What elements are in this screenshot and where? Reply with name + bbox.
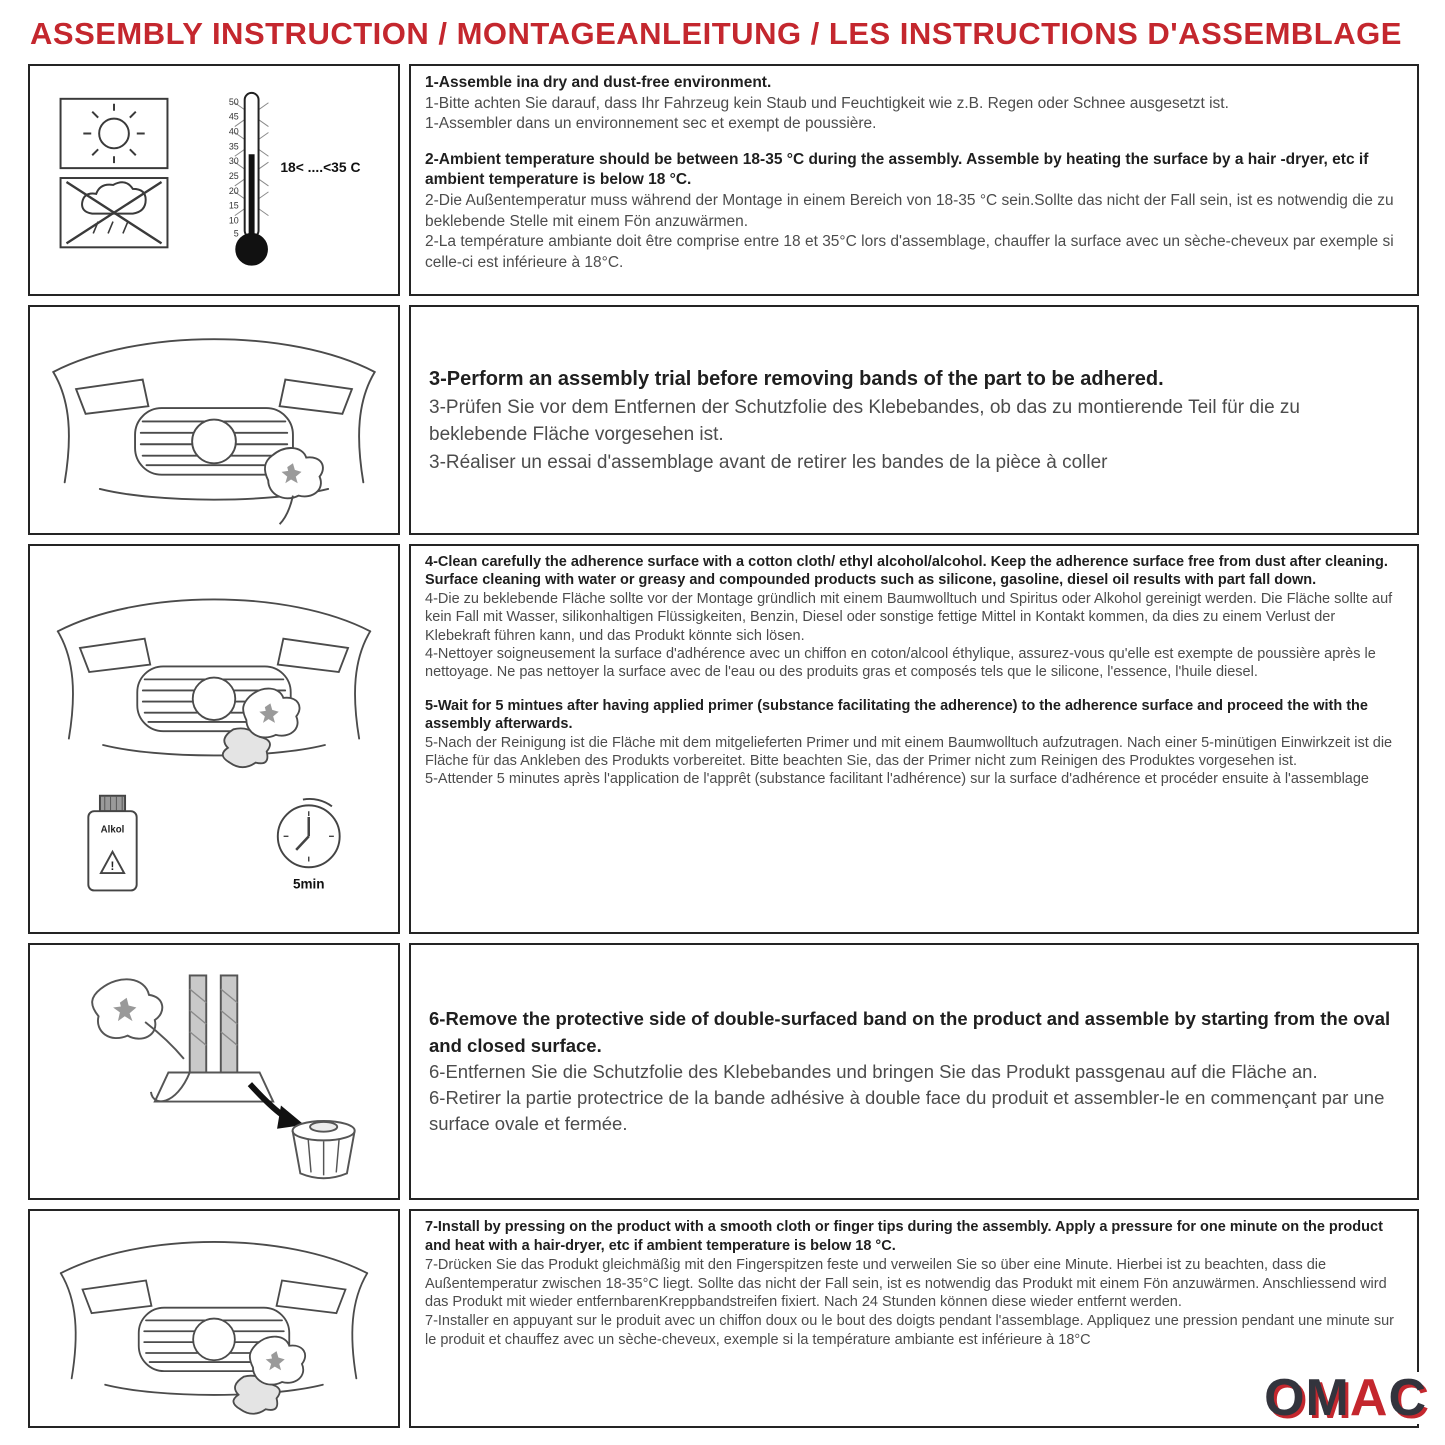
section-2-illustration (28, 305, 400, 535)
svg-text:50: 50 (228, 96, 239, 107)
step-6-en: 6-Remove the protective side of double-surfaced band on the product and assemble by starting from the oval and closed surface. (429, 1008, 1391, 1056)
hand-icon (265, 448, 323, 524)
step-2-de: 2-Die Außentemperatur muss während der Montage in einem Bereich von 18-35 °C sein.Sollte das nicht der Fall sein, ist es notwendig die zu beklebende Stelle mit einem Fön anzuwärmen. (425, 192, 1394, 230)
trash-bin-icon (293, 1120, 355, 1177)
arrow-icon (250, 1084, 304, 1129)
section-1-illustration (28, 64, 400, 296)
alcohol-bottle-icon (88, 796, 136, 891)
section-3-text (409, 544, 1419, 934)
peel-band-drawing (44, 958, 384, 1186)
svg-text:20: 20 (228, 185, 239, 196)
svg-text:30: 30 (228, 156, 239, 167)
step-3-de: 3-Prüfen Sie vor dem Entfernen der Schutzfolie des Klebebandes, ob das zu montierende Teil für die zu beklebende Fläche vorgesehen ist. (429, 396, 1301, 446)
car-front-icon (58, 599, 370, 755)
alcohol-and-wait-drawing (49, 788, 379, 904)
clock-duration-label: 5min (292, 876, 325, 892)
page-title: ASSEMBLY INSTRUCTION / MONTAGEANLEITUNG / LES INSTRUCTIONS D'ASSEMBLAGE (30, 16, 1402, 51)
step-2-en: 2-Ambient temperature should be between 18-35 °C during the assembly. Assemble by heating the surface by a hair -dryer, etc if ambient temperature is below 18 °C. (425, 150, 1369, 189)
car-front-icon (61, 1241, 367, 1394)
step-1-en: 1-Assemble ina dry and dust-free environment. (425, 74, 772, 91)
car-grille-trial-drawing (44, 313, 384, 527)
section-4-text (409, 943, 1419, 1200)
temperature-conditions-drawing (49, 81, 379, 279)
step-7-de: 7-Drücken Sie das Produkt gleichmäßig mit den Fingerspitzen feste und verweilen Sie so über eine Minute. Hierbei ist zu beachten, dass die Außentemperatur zwischen 18-35°C liegt. Sollte das nicht der Fall sein, ist es notwendig das Produkt mit einem Fön anzuwärmen. Anschliessend wird das Produkt mit wieder entfernbarenKreppbandstreifen fixiert. Nach 24 Stunden können diese wieder entfernt werden. (425, 1256, 1387, 1311)
step-4-en: 4-Clean carefully the adherence surface with a cotton cloth/ ethyl alcohol/alcohol. Keep the adherence surface free from dust after cleaning. Surface cleaning with water or greasy and compounded products such as silicone, gasoline, diesel oil results with part fall down. (425, 554, 1388, 589)
section-remove-band (28, 943, 1419, 1200)
car-front-icon (53, 339, 374, 500)
svg-text:25: 25 (228, 171, 239, 182)
svg-text:10: 10 (228, 215, 239, 226)
section-4-illustration (28, 943, 400, 1200)
step-5-de: 5-Nach der Reinigung ist die Fläche mit dem mitgelieferten Primer und mit einem Baumwolltuch aufzutragen. Nach einer 5-minütigen Einwirkzeit ist die Fläche für das Ankleben des Produkts vorbereitet. Bitte beachten Sie, das der Primer nicht zum Reinigen des Produktes vorgesehen ist. (425, 734, 1393, 770)
step-7-fr: 7-Installer en appuyant sur le produit avec un chiffon doux ou le bout des doigts pendant l'assemblage. Appliquez une pression pendant une minute sur le produit et chauffez avec un sèche-cheveux, exemple si la température ambiante est inférieure à 18°C (425, 1313, 1395, 1349)
pressing-hand-icon (250, 1336, 305, 1384)
section-2-text (409, 305, 1419, 535)
car-grille-press-drawing (44, 1217, 384, 1421)
step-5-fr: 5-Attender 5 minutes après l'application de l'apprêt (substance facilitant l'adhérence) sur la surface d'adhérence et procéder ensuite à l'assemblage (425, 771, 1370, 788)
bottle-label: Alkol (100, 824, 125, 836)
svg-text:15: 15 (228, 200, 239, 211)
clock-icon (278, 799, 340, 867)
section-5-illustration (28, 1209, 400, 1428)
svg-text:5: 5 (233, 228, 239, 239)
peeling-hand-icon (92, 979, 184, 1059)
logo-letter-c: C (1388, 1369, 1427, 1427)
step-3-fr: 3-Réaliser un essai d'assemblage avant de retirer les bandes de la pièce à coller (429, 451, 1108, 473)
logo-letters-om: OM (1264, 1369, 1350, 1427)
section-3-illustration (28, 544, 400, 934)
section-environment (28, 64, 1419, 296)
step-4-de: 4-Die zu beklebende Fläche sollte vor der Montage gründlich mit einem Baumwolltuch und Spiritus oder Alkohol gereinigt werden. Die Fläche sollte auf kein Fall mit Wasser, silikonhaltigen Flüssigkeiten, Benzin, Diesel oder sonstige fettige Mittel in Kontakt kommen, da dies zu einem Verlust der Klebekraft führen kann, und das Produkt könnte sich lösen. (425, 590, 1393, 644)
omac-logo (1260, 1369, 1431, 1427)
step-1-de: 1-Bitte achten Sie darauf, dass Ihr Fahrzeug kein Staub und Feuchtigkeit wie z.B. Regen oder Schnee ausgesetzt ist. (425, 94, 1229, 112)
section-1-text (409, 64, 1419, 296)
section-cleaning (28, 544, 1419, 934)
step-3-en: 3-Perform an assembly trial before removing bands of the part to be adhered. (429, 367, 1164, 390)
sun-icon (61, 99, 168, 168)
adhesive-strips-icon (151, 975, 273, 1101)
bottle-warning-mark: ! (110, 860, 115, 874)
step-4-fr: 4-Nettoyer soigneusement la surface d'adhérence avec un chiffon en coton/alcool éthylique, assurez-vous qu'elle est exempte de poussière après le nettoyage. Ne pas nettoyer la surface avec de l'eau ou des produits gras et composés tels que le silicone, l'essence, l'huile diesel. (425, 646, 1376, 681)
svg-text:35: 35 (228, 141, 239, 152)
step-5-en: 5-Wait for 5 mintues after having applied primer (substance facilitating the adherence) to the adherence surface and proceed the with the assembly afterwards. (425, 697, 1368, 733)
svg-text:40: 40 (228, 126, 239, 137)
car-grille-cleaning-drawing (44, 574, 384, 782)
step-7-en: 7-Install by pressing on the product with a smooth cloth or finger tips during the assembly. Apply a pressure for one minute on the product and heat with a hair-dryer, etc if ambient temperature is below 18 °C. (425, 1219, 1383, 1254)
section-press-install (28, 1209, 1419, 1428)
step-6-fr: 6-Retirer la partie protectrice de la bande adhésive à double face du produit et assembler-le en commençant par une surface ovale et fermée. (429, 1087, 1385, 1135)
temperature-range-label: 18< ....<35 C (280, 159, 361, 176)
section-assembly-trial (28, 305, 1419, 535)
no-rain-icon (61, 178, 168, 247)
step-2-fr: 2-La température ambiante doit être comprise entre 18 et 35°C lors d'assemblage, chauffer la surface avec un sèche-cheveux par exemple si celle-ci est inférieure à 18°C. (425, 233, 1394, 271)
thermometer-icon (229, 93, 269, 265)
step-6-de: 6-Entfernen Sie die Schutzfolie des Klebebandes und bringen Sie das Produkt passgenau auf die Fläche an. (429, 1060, 1318, 1082)
step-1-fr: 1-Assembler dans un environnement sec et exempt de poussière. (425, 115, 877, 133)
svg-text:45: 45 (228, 111, 239, 122)
logo-letter-a: A (1349, 1369, 1389, 1427)
